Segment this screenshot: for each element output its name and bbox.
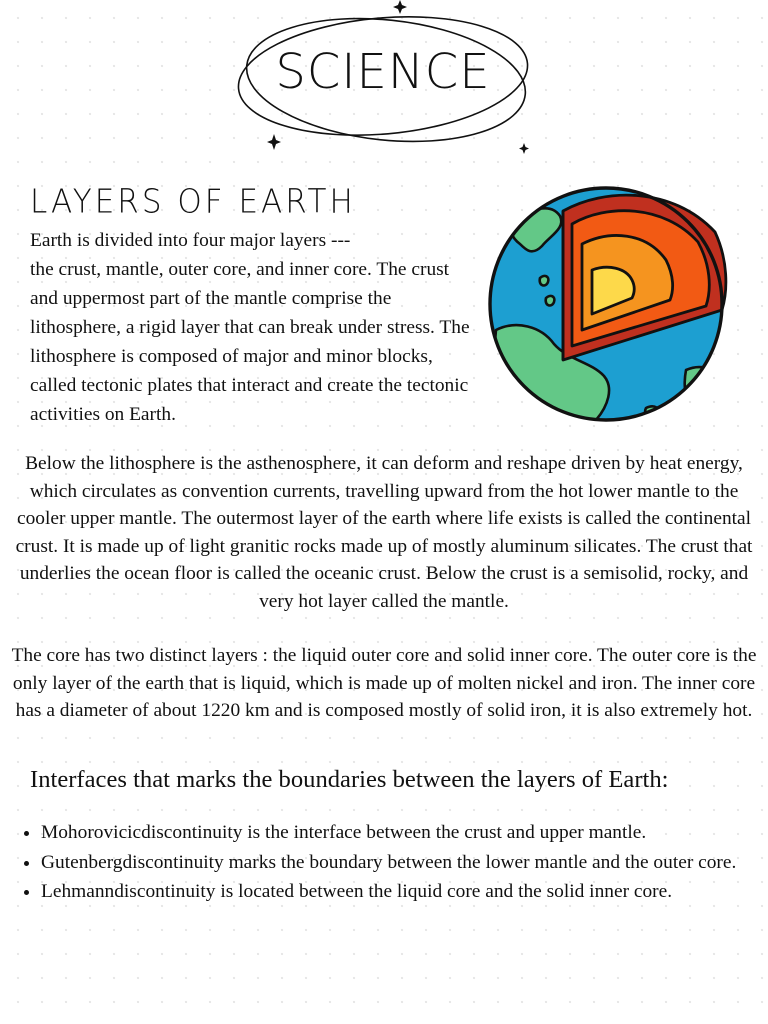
section-title: LAYERS OF EARTH [30,183,356,221]
intro-first-line: Earth is divided into four major layers --- [30,230,351,251]
interfaces-heading: Interfaces that marks the boundaries between the layers of Earth: [30,766,669,793]
asthenosphere-paragraph: Below the lithosphere is the asthenosphere, it can deform and reshape driven by heat energy, which circulates as convention currents, travelling upward from the hot lower mantle to the cooler upper mantle. The outermost layer of the earth where life exists is called the continental crust. It is made up of light granitic rocks made up of mostly aluminum silicates. The crust that underlies the ocean floor is called the oceanic crust. Below the crust is a semisolid, rocky, and very hot layer called the mantle. [15,453,753,612]
interfaces-list [22,818,752,907]
list-item: Lehmanndiscontinuity is located between the liquid core and the solid inner core. [22,877,752,907]
page-header [228,0,548,160]
core-paragraph: The core has two distinct layers : the liquid outer core and solid inner core. The outer core is the only layer of the earth that is liquid, which is made up of molten nickel and iron. The inner core has a diameter of about 1220 km and is composed mostly of solid iron, it is also extremely hot. [11,645,757,721]
earth-layers-icon [486,180,730,432]
intro-paragraph [30,226,480,429]
list-item: Mohorovicicdiscontinuity is the interface between the crust and upper mantle. [22,818,752,848]
list-item: Gutenbergdiscontinuity marks the boundary between the lower mantle and the outer core. [22,848,752,878]
intro-body: the crust, mantle, outer core, and inner core. The crust and uppermost part of the mantle comprise the lithosphere, a rigid layer that can break under stress. The lithosphere is composed of major and minor blocks, called tectonic plates that interact and create the tectonic activities on Earth. [30,259,470,425]
page-title: SCIENCE [275,44,491,100]
